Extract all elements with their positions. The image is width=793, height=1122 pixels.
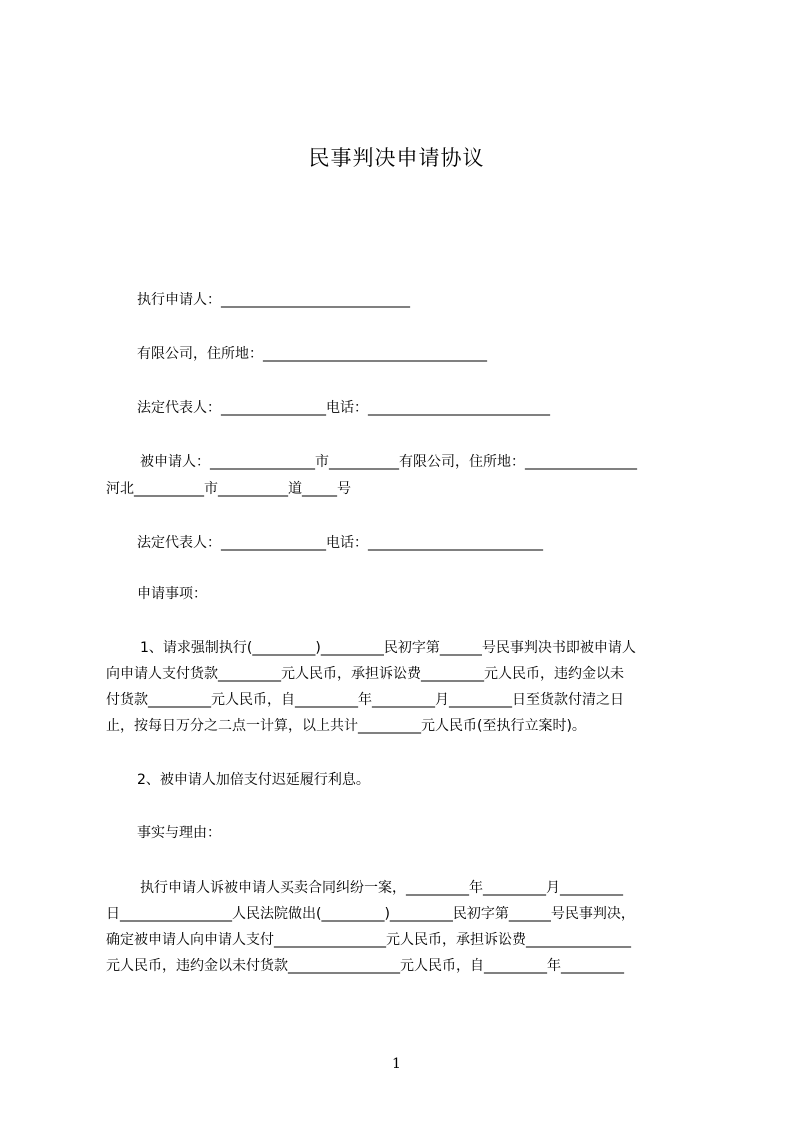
request-item1-line-2: 向申请人支付货款_________元人民币，承担诉讼费_________元人民币，违约金以未 <box>106 666 624 682</box>
facts-heading: 事实与理由： <box>137 825 221 841</box>
request-item1-line-1: 1、请求强制执行(_________)_________民初字第______号民事判决书即被申请人 <box>140 640 636 656</box>
applicant-name-line: 执行申请人：___________________________ <box>137 292 410 308</box>
respondent-line-1: 被申请人：_______________市__________有限公司，住所地：________________ <box>140 454 637 470</box>
facts-line-4: 元人民币，违约金以未付货款________________元人民币，自_________年_________ <box>106 958 624 974</box>
applicant-rep-line: 法定代表人：_______________电话：__________________________ <box>137 400 550 416</box>
page-number: 1 <box>392 1056 401 1072</box>
facts-line-2: 日________________人民法院做出(_________)_________民初字第______号民事判决， <box>106 906 635 922</box>
facts-line-1: 执行申请人诉被申请人买卖合同纠纷一案，_________年_________月_________ <box>140 880 623 896</box>
request-item1-line-4: 止，按每日万分之二点一计算，以上共计_________元人民币(至执行立案时)。 <box>106 718 586 734</box>
respondent-rep-line: 法定代表人：_______________电话：_________________________ <box>137 535 543 551</box>
respondent-line-2: 河北__________市__________道_____号 <box>106 481 351 497</box>
facts-line-3: 确定被申请人向申请人支付________________元人民币，承担诉讼费_______________ <box>106 932 631 948</box>
applicant-company-line: 有限公司，住所地：________________________________ <box>137 346 487 362</box>
request-item1-line-3: 付货款_________元人民币，自_________年_________月_________日至货款付清之日 <box>106 692 624 708</box>
document-title: 民事判决申请协议 <box>308 146 485 170</box>
request-item2: 2、被申请人加倍支付迟延履行利息。 <box>137 772 370 788</box>
request-heading: 申请事项： <box>137 586 207 602</box>
